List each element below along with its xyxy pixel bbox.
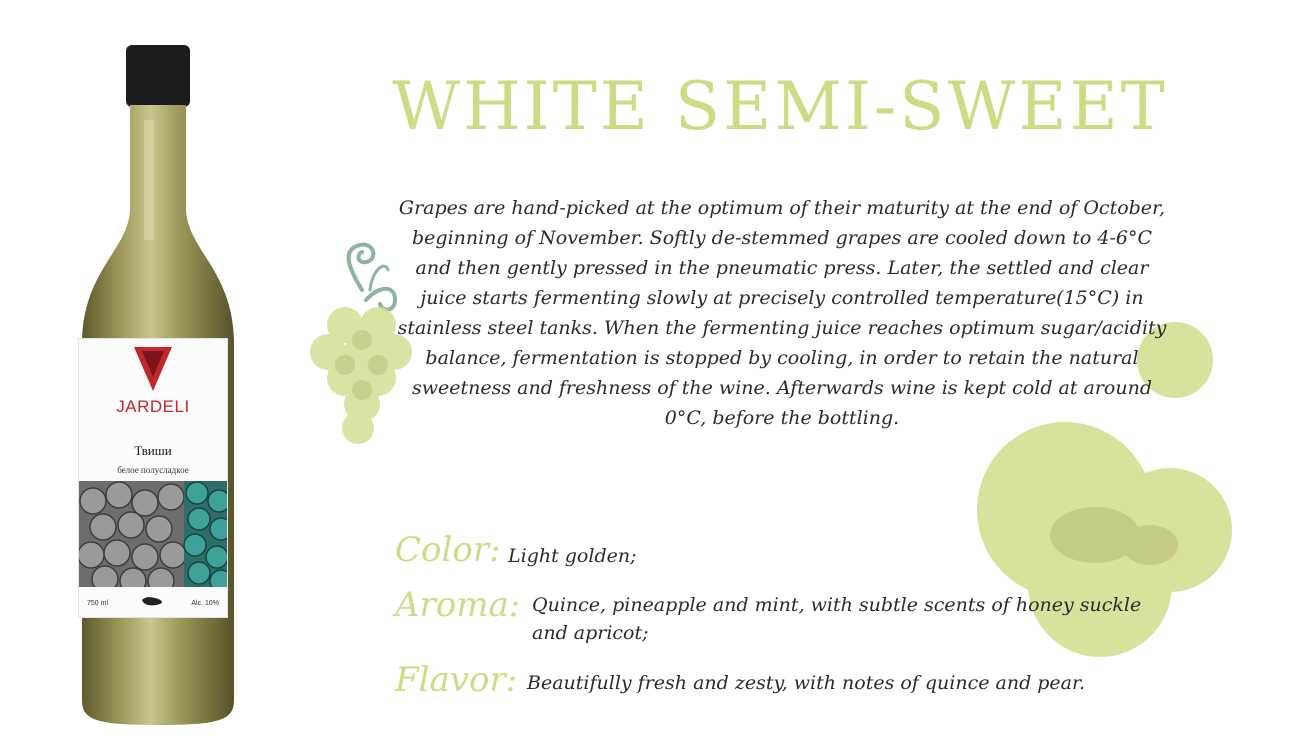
georgia-map-icon bbox=[141, 594, 163, 608]
label-volume: 750 ml bbox=[87, 600, 109, 607]
bottle-label bbox=[78, 338, 228, 618]
label-wine-subtitle: белое полусладкое bbox=[117, 465, 189, 475]
grapes-photo bbox=[79, 481, 227, 587]
label-alcohol: Alc. 10% bbox=[191, 600, 219, 607]
flavor-label: Flavor: bbox=[395, 660, 518, 700]
color-label: Color: bbox=[395, 530, 501, 570]
brand-logo bbox=[134, 347, 172, 393]
page-title: WHITE SEMI-SWEET bbox=[392, 68, 1168, 145]
aroma-value: Quince, pineapple and mint, with subtle scents of honey suckle and apricot; bbox=[532, 594, 1142, 644]
label-footer bbox=[79, 594, 227, 614]
aroma-label: Aroma: bbox=[395, 585, 521, 625]
label-wine-name: Твиши bbox=[134, 443, 172, 458]
flavor-value: Beautifully fresh and zesty, with notes of quince and pear. bbox=[527, 672, 1086, 694]
label-brand: JARDELI bbox=[116, 397, 190, 416]
wine-description: Grapes are hand-picked at the optimum of their maturity at the end of October, beginning of November. Softly de-stemmed grapes are cooled down to 4-6°C and then gently pressed in the pneumatic press. Later, the settled and clear juice starts fermenting slowly at precisely controlled temperature(15°C) in stainless steel tanks. When the fermenting juice reaches optimum sugar/acidity balance, fermentation is stopped by cooling, in order to retain the natural sweetness and freshness of the wine. Afterwards wine is kept cold at around 0°C, before the bottling. bbox=[397, 197, 1167, 429]
color-value: Light golden; bbox=[508, 545, 637, 567]
